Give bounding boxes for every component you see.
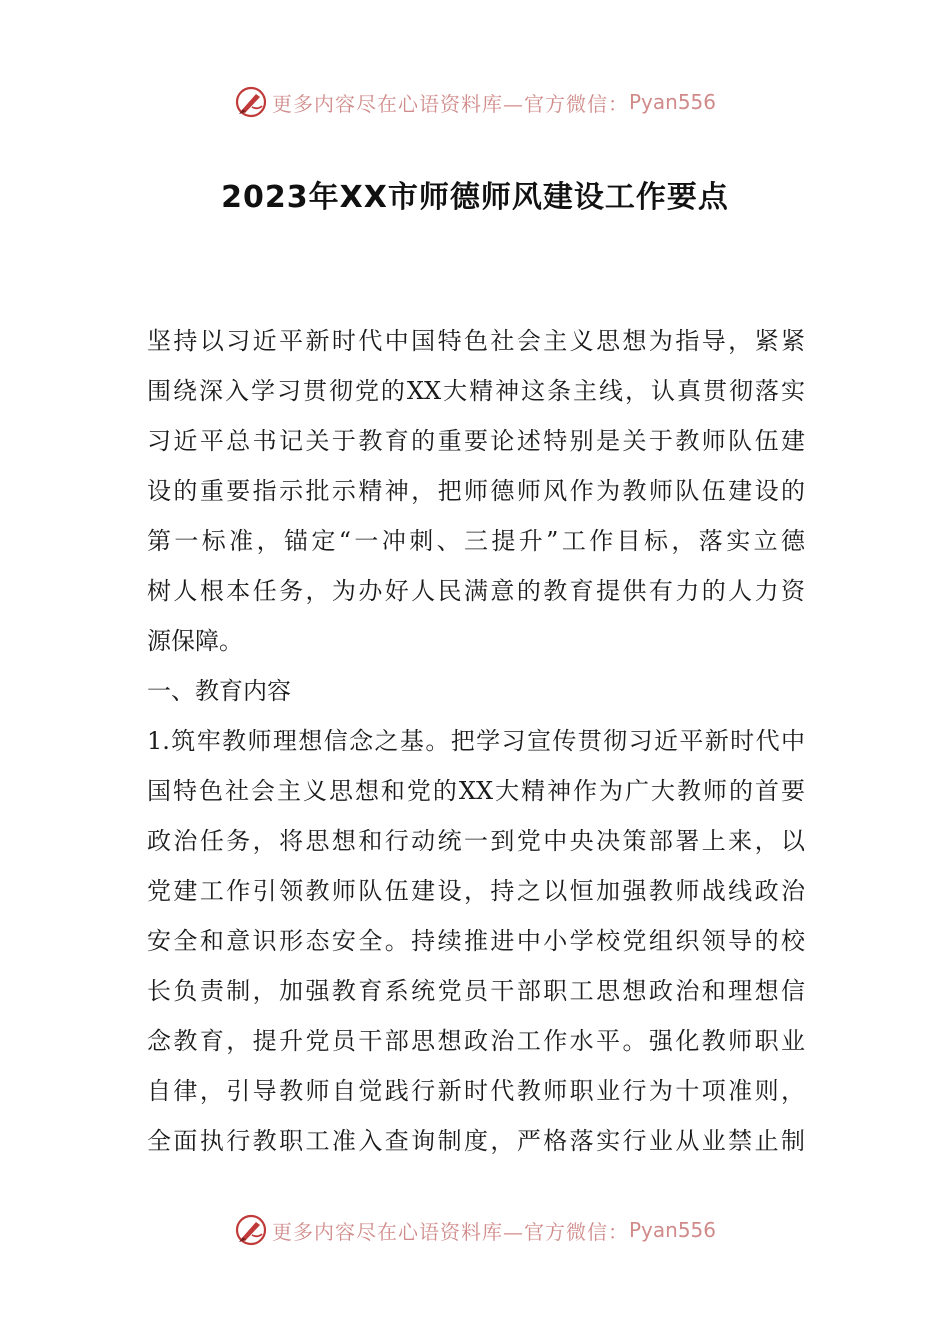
body-line: 坚持以习近平新时代中国特色社会主义思想为指导，紧紧 [147,327,805,355]
footer-watermark [0,1208,950,1252]
pen-logo-icon [234,85,268,119]
body-line: 长负责制，加强教育系统党员干部职工思想政治和理想信 [147,977,805,1005]
header-watermark [0,80,950,124]
watermark-handle: Pyan556 [628,1218,716,1242]
watermark-text: 更多内容尽在心语资料库—官方微信： [271,91,629,116]
body-line: 源保障。 [147,627,243,655]
body-line: 围绕深入学习贯彻党的XX大精神这条主线，认真贯彻落实 [147,377,805,405]
watermark-handle: Pyan556 [628,90,716,114]
body-line: 国特色社会主义思想和党的XX大精神作为广大教师的首要 [147,777,805,805]
body-line: 党建工作引领教师队伍建设，持之以恒加强教师战线政治 [147,877,805,905]
body-line: 政治任务，将思想和行动统一到党中央决策部署上来，以 [147,827,805,855]
body-line: 第一标准，锚定“一冲刺、三提升”工作目标，落实立德 [147,527,805,555]
body-line: 设的重要指示批示精神，把师德师风作为教师队伍建设的 [147,477,805,505]
body-line: 全面执行教职工准入查询制度，严格落实行业从业禁止制 [147,1127,805,1155]
body-line: 安全和意识形态安全。持续推进中小学校党组织领导的校 [147,927,805,955]
document-title: 2023年XX市师德师风建设工作要点 [221,180,729,215]
pen-logo-icon [234,1213,268,1247]
body-line: 1.筑牢教师理想信念之基。把学习宣传贯彻习近平新时代中 [147,727,805,755]
document-body [147,316,805,1166]
body-line: 树人根本任务，为办好人民满意的教育提供有力的人力资 [147,577,805,605]
body-line: 习近平总书记关于教育的重要论述特别是关于教师队伍建 [147,427,805,455]
section-heading: 一、教育内容 [147,677,291,705]
body-line: 自律，引导教师自觉践行新时代教师职业行为十项准则， [147,1077,805,1105]
watermark-text: 更多内容尽在心语资料库—官方微信： [271,1219,629,1244]
body-line: 念教育，提升党员干部思想政治工作水平。强化教师职业 [147,1027,805,1055]
